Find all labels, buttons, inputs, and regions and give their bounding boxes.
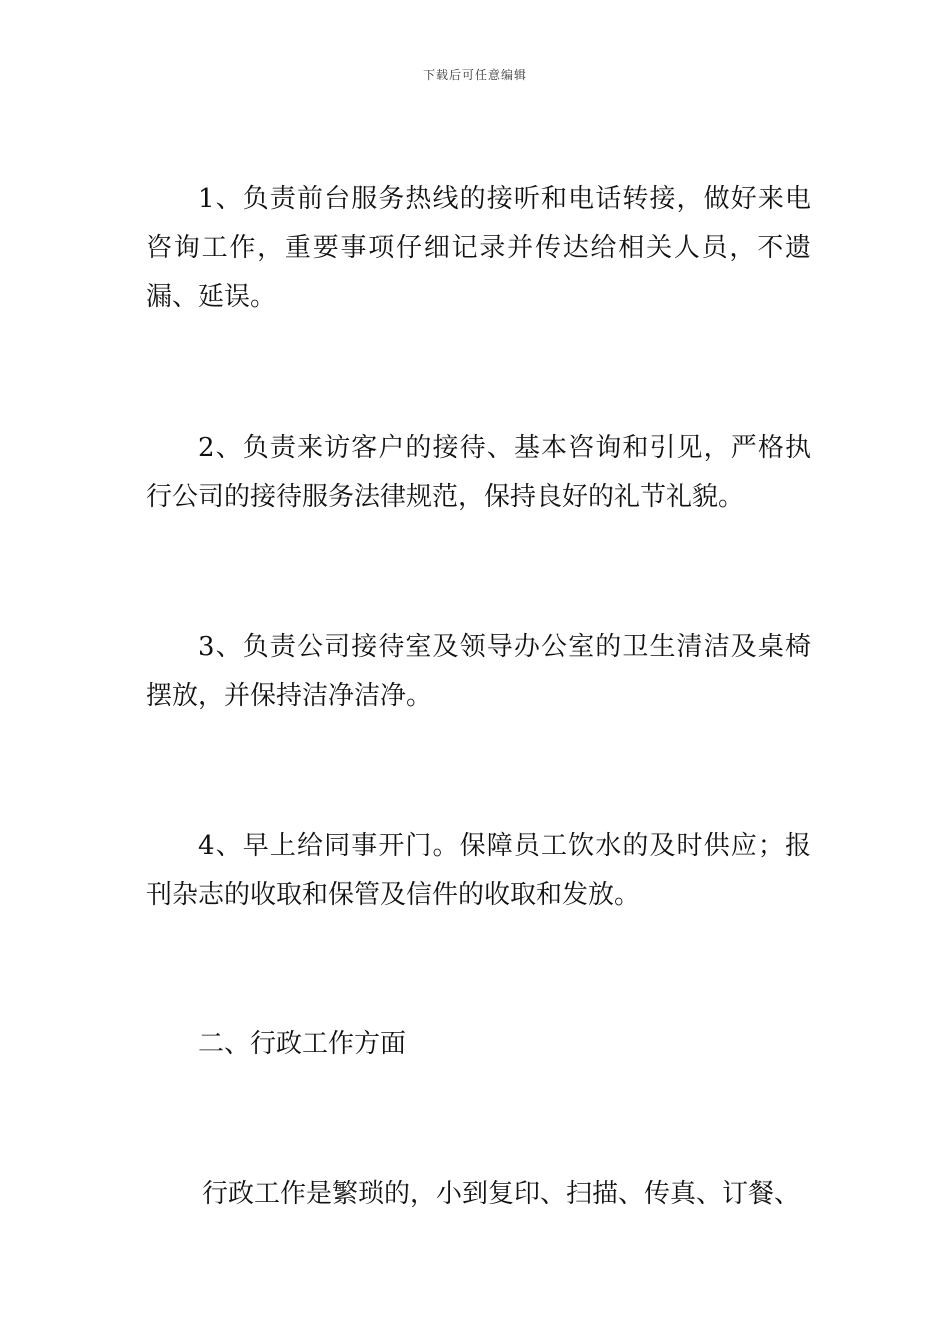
paragraph-3: 3、负责公司接待室及领导办公室的卫生清洁及桌椅摆放，并保持洁净洁净。 bbox=[146, 632, 811, 711]
paragraph-1: 1、负责前台服务热线的接听和电话转接，做好来电咨询工作，重要事项仔细记录并传达给相关人员，不遗漏、延误。 bbox=[146, 184, 811, 312]
page-header-note: 下载后可任意编辑 bbox=[422, 68, 527, 82]
section-heading: 二、行政工作方面 bbox=[198, 1029, 407, 1059]
paragraph-2: 2、负责来访客户的接待、基本咨询和引见，严格执行公司的接待服务法律规范，保持良好的礼节礼貌。 bbox=[146, 433, 811, 512]
paragraph-5: 行政工作是繁琐的，小到复印、扫描、传真、订餐、 bbox=[202, 1179, 801, 1209]
paragraph-4: 4、早上给同事开门。保障员工饮水的及时供应；报刊杂志的收取和保管及信件的收取和发放。 bbox=[146, 831, 811, 910]
